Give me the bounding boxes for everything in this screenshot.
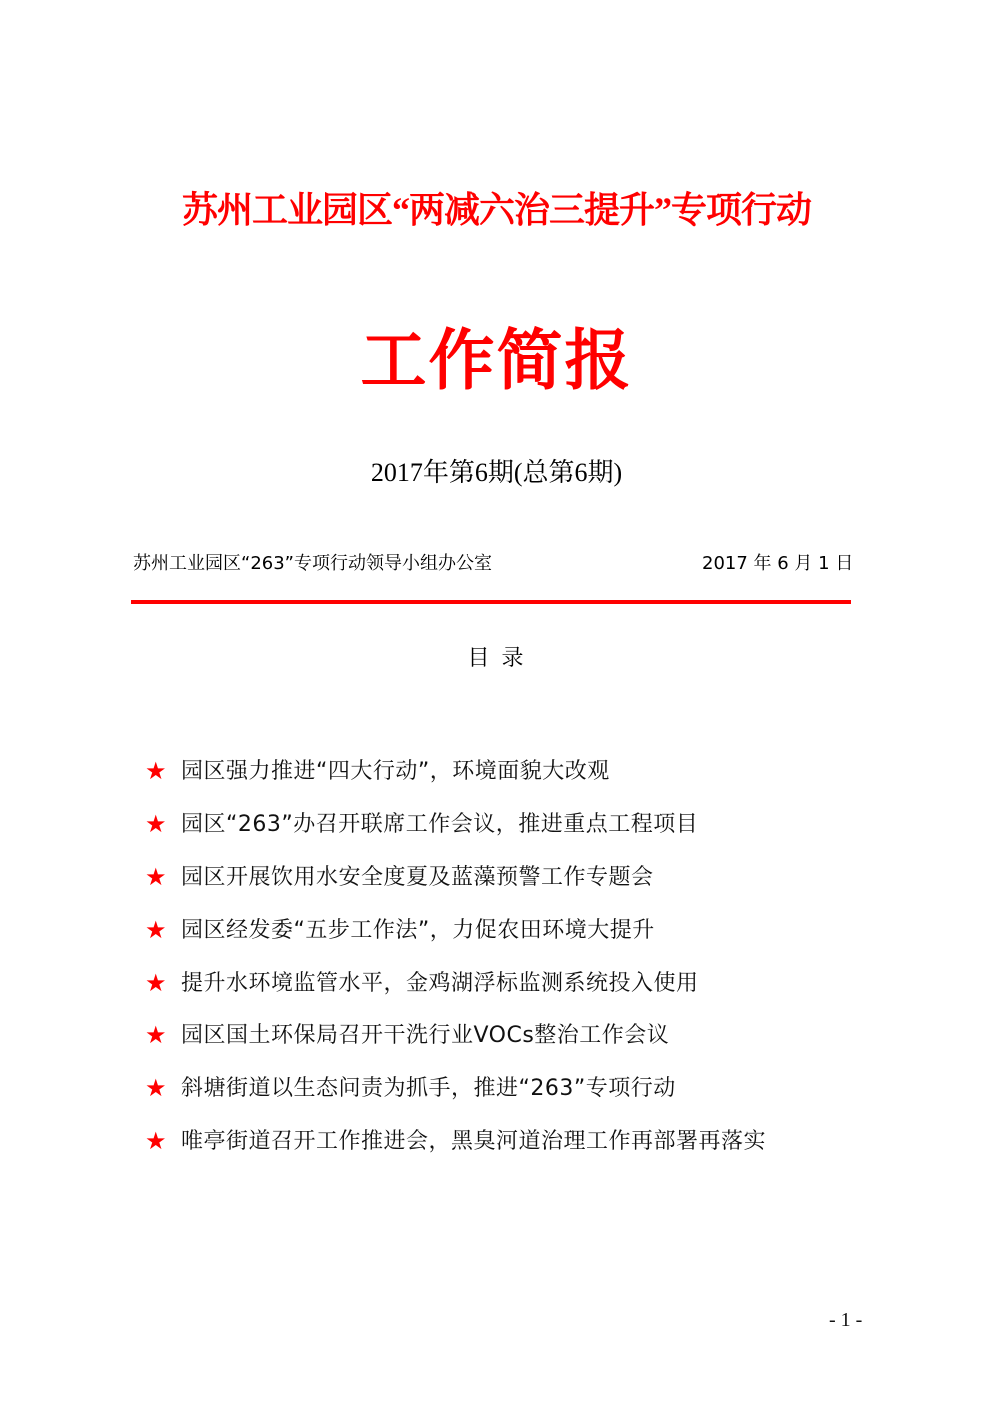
toc-item-label: 园区“263”办召开联席工作会议，推进重点工程项目 [181,812,699,838]
toc-heading: 目录 [467,646,536,671]
issue-date: 2017 年 6 月 1 日 [702,553,854,574]
toc-list [145,746,766,1168]
toc-item-label: 提升水环境监管水平，金鸡湖浮标监测系统投入使用 [181,970,699,996]
toc-item [145,852,766,905]
toc-item-label: 园区国土环保局召开干洗行业VOCs整治工作会议 [181,1023,670,1049]
page-number: - 1 - [829,1309,863,1331]
toc-item-label: 园区强力推进“四大行动”，环境面貌大改观 [181,759,610,785]
toc-item-label: 斜塘街道以生态问责为抓手，推进“263”专项行动 [181,1076,676,1102]
toc-item-label: 园区开展饮用水安全度夏及蓝藻预警工作专题会 [181,864,654,890]
toc-item [145,904,766,957]
red-divider [131,600,851,604]
main-title: 工作简报 [360,325,633,398]
toc-item-label: 唯亭街道召开工作推进会，黑臭河道治理工作再部署再落实 [181,1128,767,1154]
red-star-icon: ★ [145,1076,167,1103]
issuer: 苏州工业园区“263”专项行动领导小组办公室 [133,553,493,574]
red-star-icon: ★ [145,864,167,891]
toc-item [145,746,766,799]
red-star-icon: ★ [145,759,167,786]
red-star-icon: ★ [145,970,167,997]
issue-number: 2017年第6期(总第6期) [370,458,623,487]
red-star-icon: ★ [145,1128,167,1155]
red-star-icon: ★ [145,812,167,839]
header-title: 苏州工业园区“两减六治三提升”专项行动 [181,190,811,230]
toc-item [145,1010,766,1063]
toc-item [145,1063,766,1116]
toc-item [145,957,766,1010]
red-star-icon: ★ [145,917,167,944]
red-star-icon: ★ [145,1023,167,1050]
toc-item [145,799,766,852]
toc-item-label: 园区经发委“五步工作法”，力促农田环境大提升 [181,917,655,943]
toc-item [145,1116,766,1169]
